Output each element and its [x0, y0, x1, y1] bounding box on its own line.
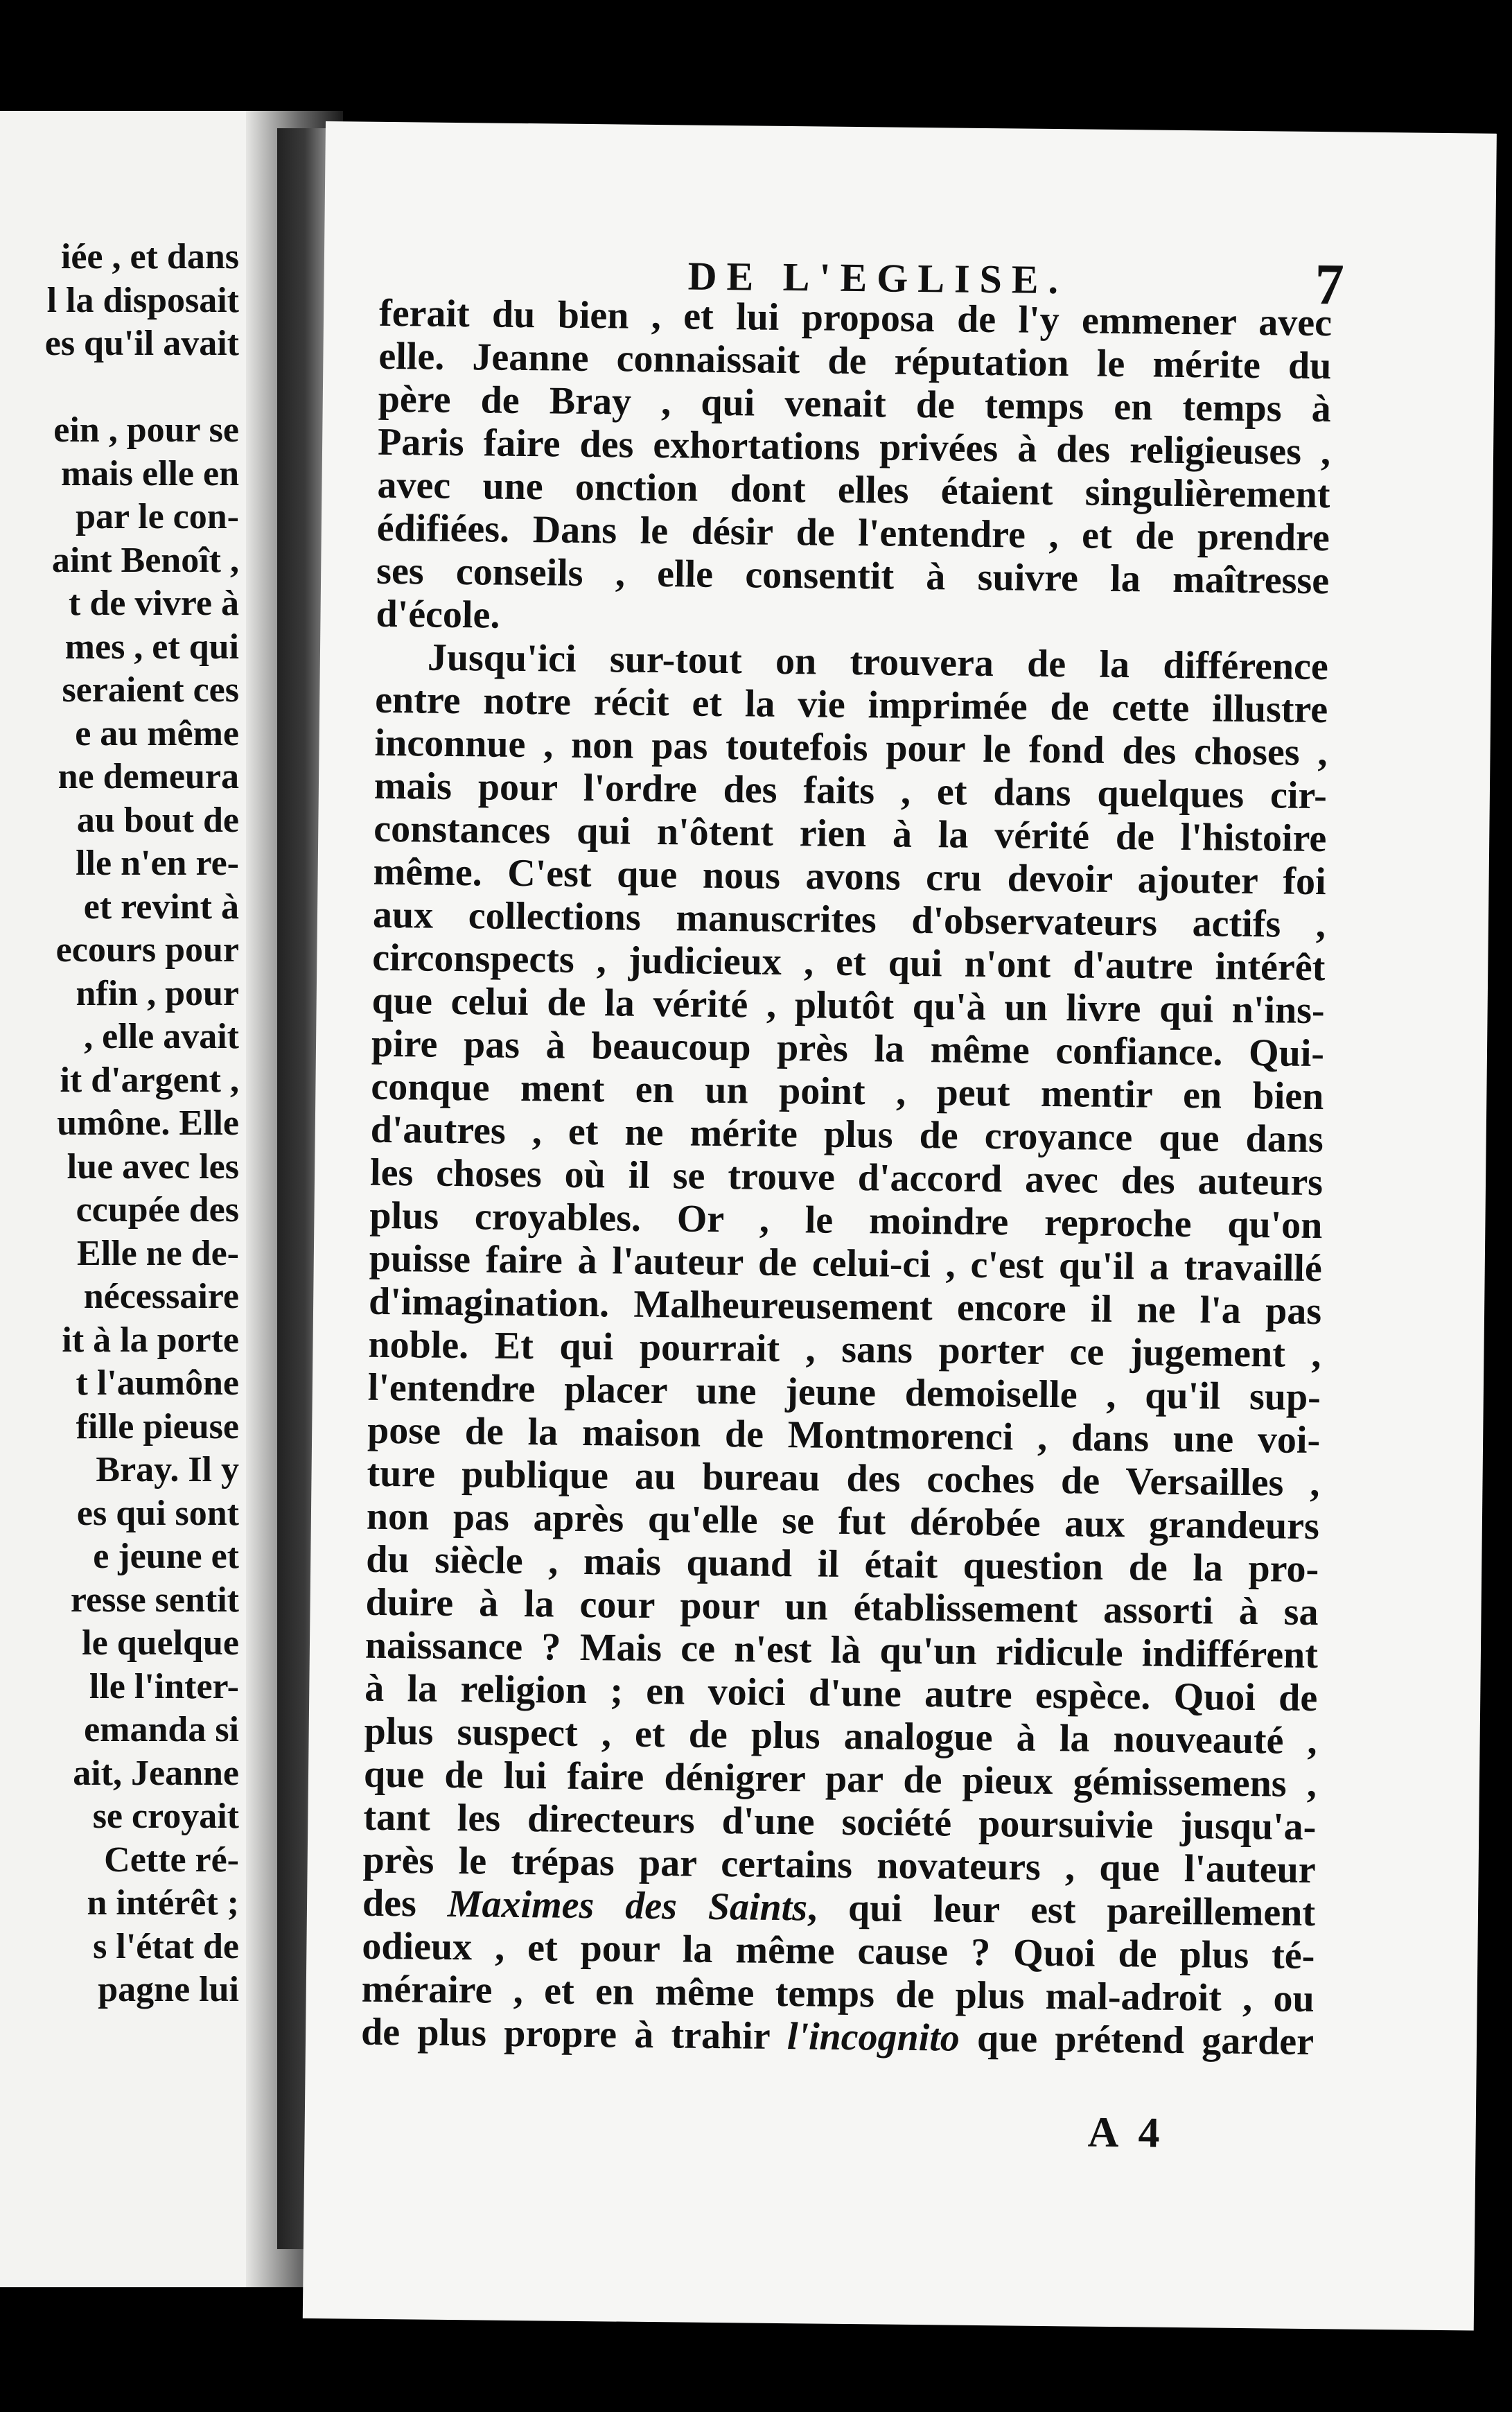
right-page — [303, 121, 1497, 2331]
text-line: à la religion ; en voici d'une autre espèce. Quoi de — [364, 1666, 1318, 1720]
text-line: que celui de la vérité , plutôt qu'à un livre qui n'ins- — [371, 979, 1325, 1033]
text-line: d'école. — [376, 592, 500, 637]
running-head: DE L'EGLISE. — [687, 253, 1069, 303]
left-text-line: t de vivre à — [69, 584, 239, 623]
text-segment: , qui leur est pareillement — [807, 1886, 1316, 1935]
left-text-line: Bray. Il y — [96, 1450, 239, 1489]
left-text-line: ecours pour — [55, 930, 239, 970]
text-line: tant les directeurs d'une société poursuivie jusqu'a- — [363, 1795, 1317, 1849]
text-line — [361, 2011, 1315, 2063]
text-line: même. C'est que nous avons cru devoir ajouter foi — [373, 850, 1326, 904]
text-line: mais pour l'ordre des faits , et dans quelques cir- — [373, 764, 1328, 818]
left-text-line: Elle ne de- — [77, 1233, 239, 1273]
body-text — [361, 292, 1333, 2063]
left-text-line: mes , et qui — [64, 627, 239, 667]
left-text-line: ait, Jeanne — [73, 1753, 239, 1793]
text-line: pire pas à beaucoup près la même confiance. Qui- — [371, 1022, 1325, 1076]
text-line: du siècle , mais quand il était question de la pro- — [365, 1537, 1319, 1591]
text-line: plus suspect , et de plus analogue à la nouveauté , — [364, 1709, 1317, 1763]
left-text-line: le quelque — [82, 1623, 239, 1663]
text-line: non pas après qu'elle se fut dérobée aux grandeurs — [366, 1494, 1320, 1548]
text-line: méraire , et en même temps de plus mal-adroit , ou — [361, 1967, 1315, 2021]
left-text-line: t l'aumône — [76, 1363, 239, 1403]
text-line: puisse faire à l'auteur de celui-ci , c'est qu'il a travaillé — [369, 1236, 1323, 1291]
left-text-line: it d'argent , — [60, 1060, 239, 1100]
text-line: d'autres , et ne mérite plus de croyance que dans — [370, 1108, 1324, 1162]
left-text-line — [0, 366, 239, 410]
left-text-line: umône. Elle — [57, 1103, 239, 1143]
left-text-line: et revint à — [83, 886, 239, 927]
text-line: Paris faire des exhortations privées à des religieuses , — [377, 420, 1331, 474]
left-text-line: aint Benoît , — [51, 540, 239, 580]
text-line: les choses où il se trouve d'accord avec des auteurs — [369, 1151, 1324, 1205]
left-text-line: pagne lui — [98, 1970, 239, 2009]
text-line: ture publique au bureau des coches de Versailles , — [367, 1451, 1320, 1505]
text-line: inconnue , non pas toutefois pour le fond des choses , — [374, 721, 1328, 775]
left-text-line: au bout de — [76, 800, 239, 840]
left-text-line: lue avec les — [67, 1146, 239, 1187]
page-number: 7 — [1315, 252, 1345, 317]
text-segment: de plus propre à trahir — [360, 2010, 770, 2058]
left-text-line: emanda si — [84, 1710, 239, 1749]
left-text-line: iée , et dans — [60, 237, 239, 277]
text-line: que de lui faire dénigrer par de pieux gémissemens , — [363, 1752, 1317, 1806]
left-text-line: seraient ces — [62, 670, 239, 710]
left-text-line: lle l'inter- — [89, 1666, 239, 1706]
text-line: d'imagination. Malheureusement encore il ne l'a pas — [368, 1279, 1322, 1334]
text-line: entre notre récit et la vie imprimée de cette illustre — [374, 678, 1328, 732]
italic-term: l'incognito — [786, 2015, 960, 2060]
text-line: plus croyables. Or , le moindre reproche qu'on — [369, 1194, 1323, 1248]
text-line: édifiées. Dans le désir de l'entendre , et de prendre — [376, 506, 1330, 560]
text-segment: des — [362, 1881, 417, 1925]
left-text-line: n intérêt ; — [87, 1883, 239, 1923]
left-text-line: mais elle en — [60, 453, 239, 493]
text-line: Jusqu'ici sur-tout on trouvera de la différence — [427, 636, 1329, 689]
left-text-line: fille pieuse — [76, 1406, 239, 1447]
left-text-line: es qu'il avait — [44, 324, 239, 363]
text-line: aux collections manuscrites d'observateurs actifs , — [372, 893, 1326, 947]
text-line: ferait du bien , et lui proposa de l'y emmener avec — [378, 291, 1333, 345]
text-line: avec une onction dont elles étaient singulièrement — [377, 463, 1330, 517]
text-line: odieux , et pour la même cause ? Quoi de plus té- — [362, 1924, 1315, 1978]
left-text-line: resse sentit — [70, 1580, 239, 1620]
left-text-line: l la disposait — [46, 280, 239, 320]
left-text-line: nfin , pour — [76, 973, 239, 1013]
text-line: noble. Et qui pourrait , sans porter ce jugement , — [368, 1322, 1321, 1377]
left-text-line: se croyait — [92, 1797, 239, 1836]
left-text-line: e au même — [75, 713, 239, 753]
left-text-line: s l'état de — [93, 1926, 239, 1966]
text-line: elle. Jeanne connaissait de réputation le mérite du — [378, 334, 1332, 388]
text-line: près le trépas par certains novateurs , que l'auteur — [362, 1838, 1316, 1892]
text-segment: que prétend garder — [976, 2016, 1315, 2064]
left-text-line: ccupée des — [76, 1190, 239, 1230]
text-line: constances qui n'ôtent rien à la vérité de l'histoire — [373, 807, 1327, 861]
left-text-line: , elle avait — [84, 1017, 239, 1056]
left-text-line: it à la porte — [62, 1320, 239, 1360]
text-line: père de Bray , qui venait de temps en temps à — [378, 377, 1332, 431]
text-line: duire à la cour pour un établissement assorti à sa — [365, 1580, 1319, 1634]
text-line: l'entendre placer une jeune demoiselle , qu'il sup- — [367, 1365, 1321, 1419]
left-page-text — [0, 236, 239, 2012]
text-line: conque ment en un point , peut mentir en bien — [371, 1065, 1324, 1119]
left-text-line: e jeune et — [93, 1537, 239, 1576]
left-text-line: ein , pour se — [53, 410, 239, 450]
text-line: naissance ? Mais ce n'est là qu'un ridicule indifférent — [364, 1623, 1319, 1677]
left-text-line: es qui sont — [76, 1493, 239, 1533]
signature-mark: A 4 — [1087, 2108, 1166, 2157]
left-text-line: ne demeura — [58, 757, 239, 796]
text-line: pose de la maison de Montmorenci , dans une voi- — [367, 1408, 1321, 1462]
italic-title: Maximes des Saints — [447, 1882, 808, 1930]
left-text-line: par le con- — [76, 497, 239, 536]
left-text-line: nécessaire — [83, 1277, 239, 1316]
left-text-line: lle n'en re- — [76, 844, 239, 883]
text-line: circonspects , judicieux , et qui n'ont d'autre intérêt — [372, 936, 1326, 990]
text-line: ses conseils , elle consentit à suivre la maîtresse — [376, 549, 1330, 603]
left-text-line: Cette ré- — [104, 1839, 239, 1880]
